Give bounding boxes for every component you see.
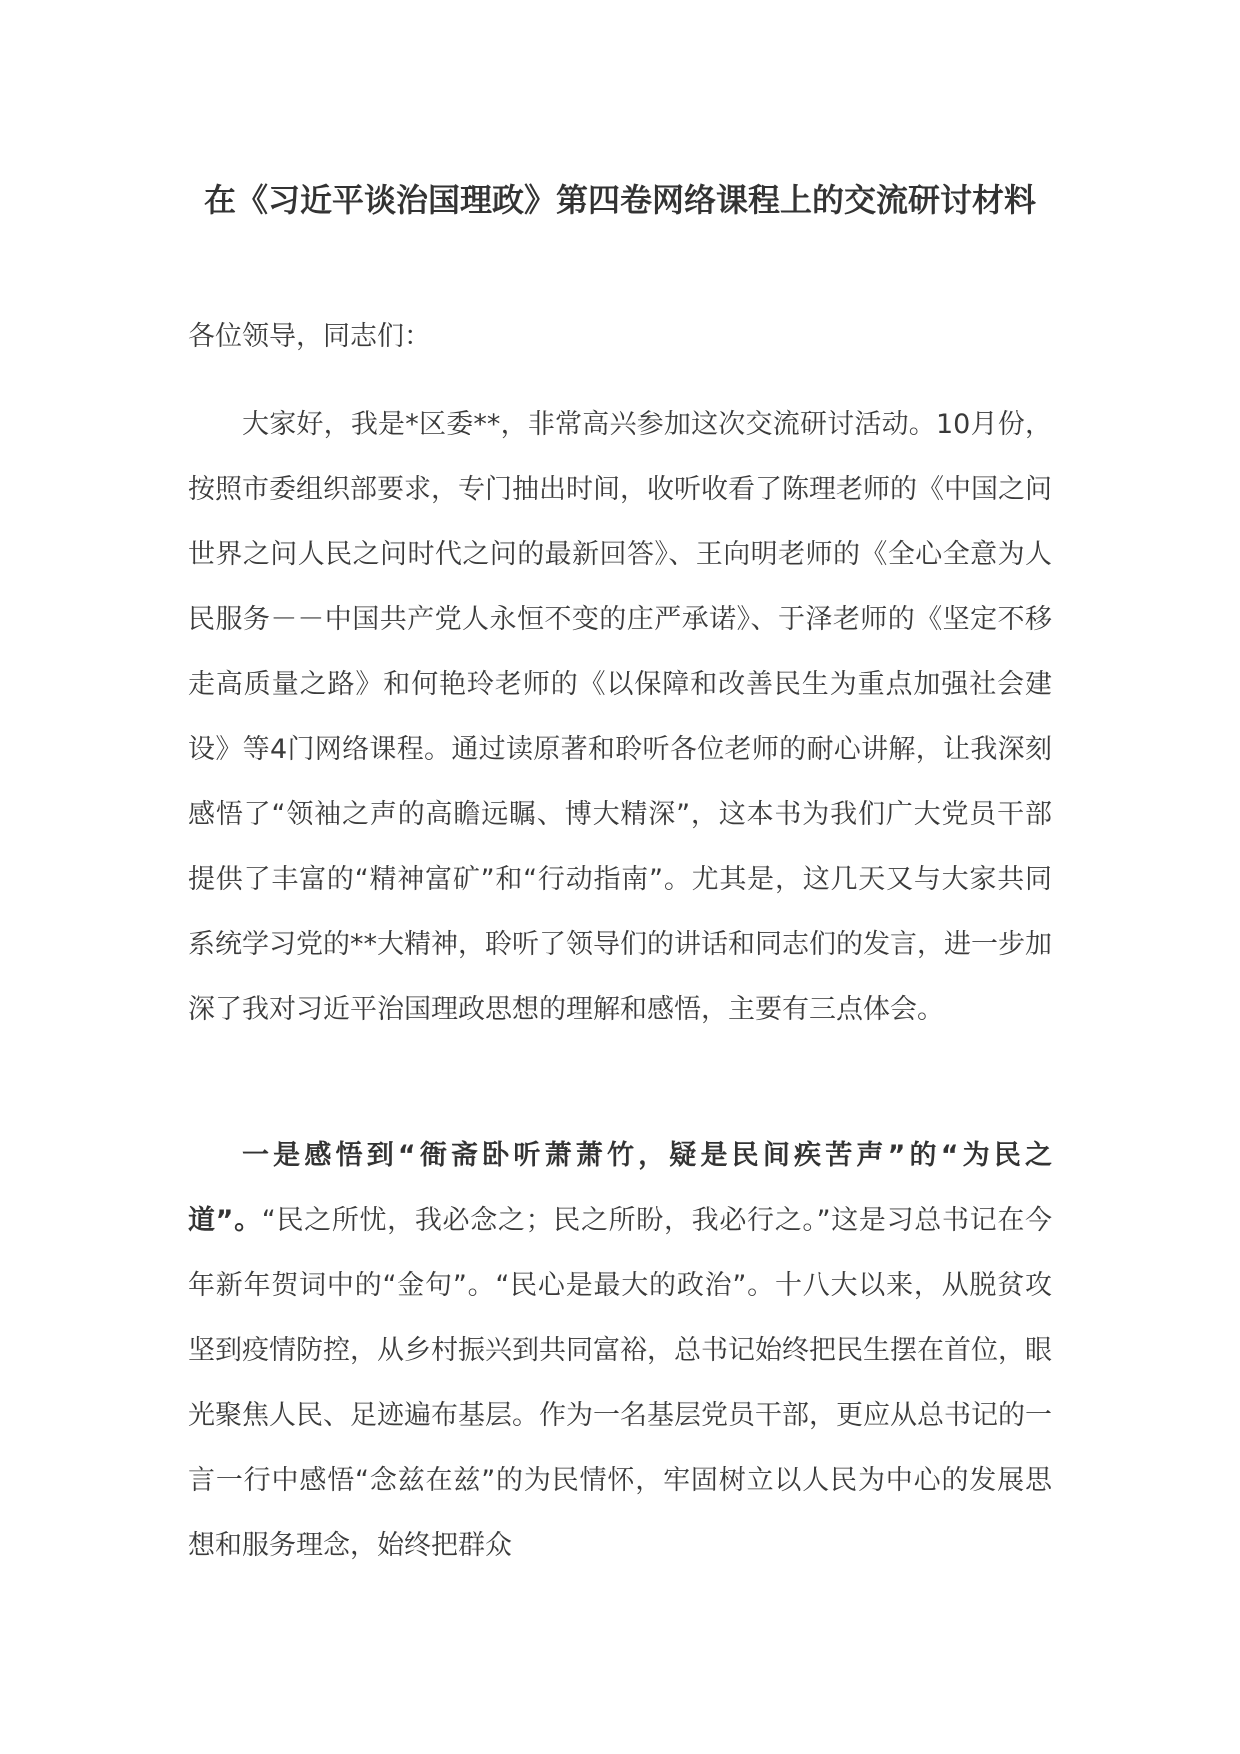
document-title: 在《习近平谈治国理政》第四卷网络课程上的交流研讨材料 — [203, 181, 1036, 219]
salutation: 各位领导，同志们： — [188, 321, 431, 352]
paragraph-intro: 大家好，我是*区委**，非常高兴参加这次交流研讨活动。10月份，按照市委组织部要求，专门抽出时间，收听收看了陈理老师的《中国之问世界之问人民之问时代之问的最新回答》、王向明老师的《全心全意为人民服务－－中国共产党人永恒不变的庄严承诺》、于泽老师的《坚定不移走高质量之路》和何艳玲老师的《以保障和改善民生为重点加强社会建设》等4门网络课程。通过读原著和聆听各位老师的耐心讲解，让我深刻感悟了“领袖之声的高瞻远瞩、博大精深”，这本书为我们广大党员干部提供了丰富的“精神富矿”和“行动指南”。尤其是，这几天又与大家共同系统学习党的**大精神，聆听了领导们的讲话和同志们的发言，进一步加深了我对习近平治国理政思想的理解和感悟，主要有三点体会。 — [188, 409, 1052, 1025]
paragraph-point-one-lead: 一是感悟到“衙斋卧听萧萧竹，疑是民间疾苦声”的“为民之道”。 — [188, 1140, 1052, 1236]
paragraph-point-one-body: “民之所忧，我必念之；民之所盼，我必行之。”这是习总书记在今年新年贺词中的“金句”。“民心是最大的政治”。十八大以来，从脱贫攻坚到疫情防控，从乡村振兴到共同富裕，总书记始终把民生摆在首位，眼光聚焦人民、足迹遍布基层。作为一名基层党员干部，更应从总书记的一言一行中感悟“念兹在兹”的为民情怀，牢固树立以人民为中心的发展思想和服务理念，始终把群众 — [188, 1205, 1052, 1561]
paragraph-point-one — [188, 1123, 1052, 1578]
